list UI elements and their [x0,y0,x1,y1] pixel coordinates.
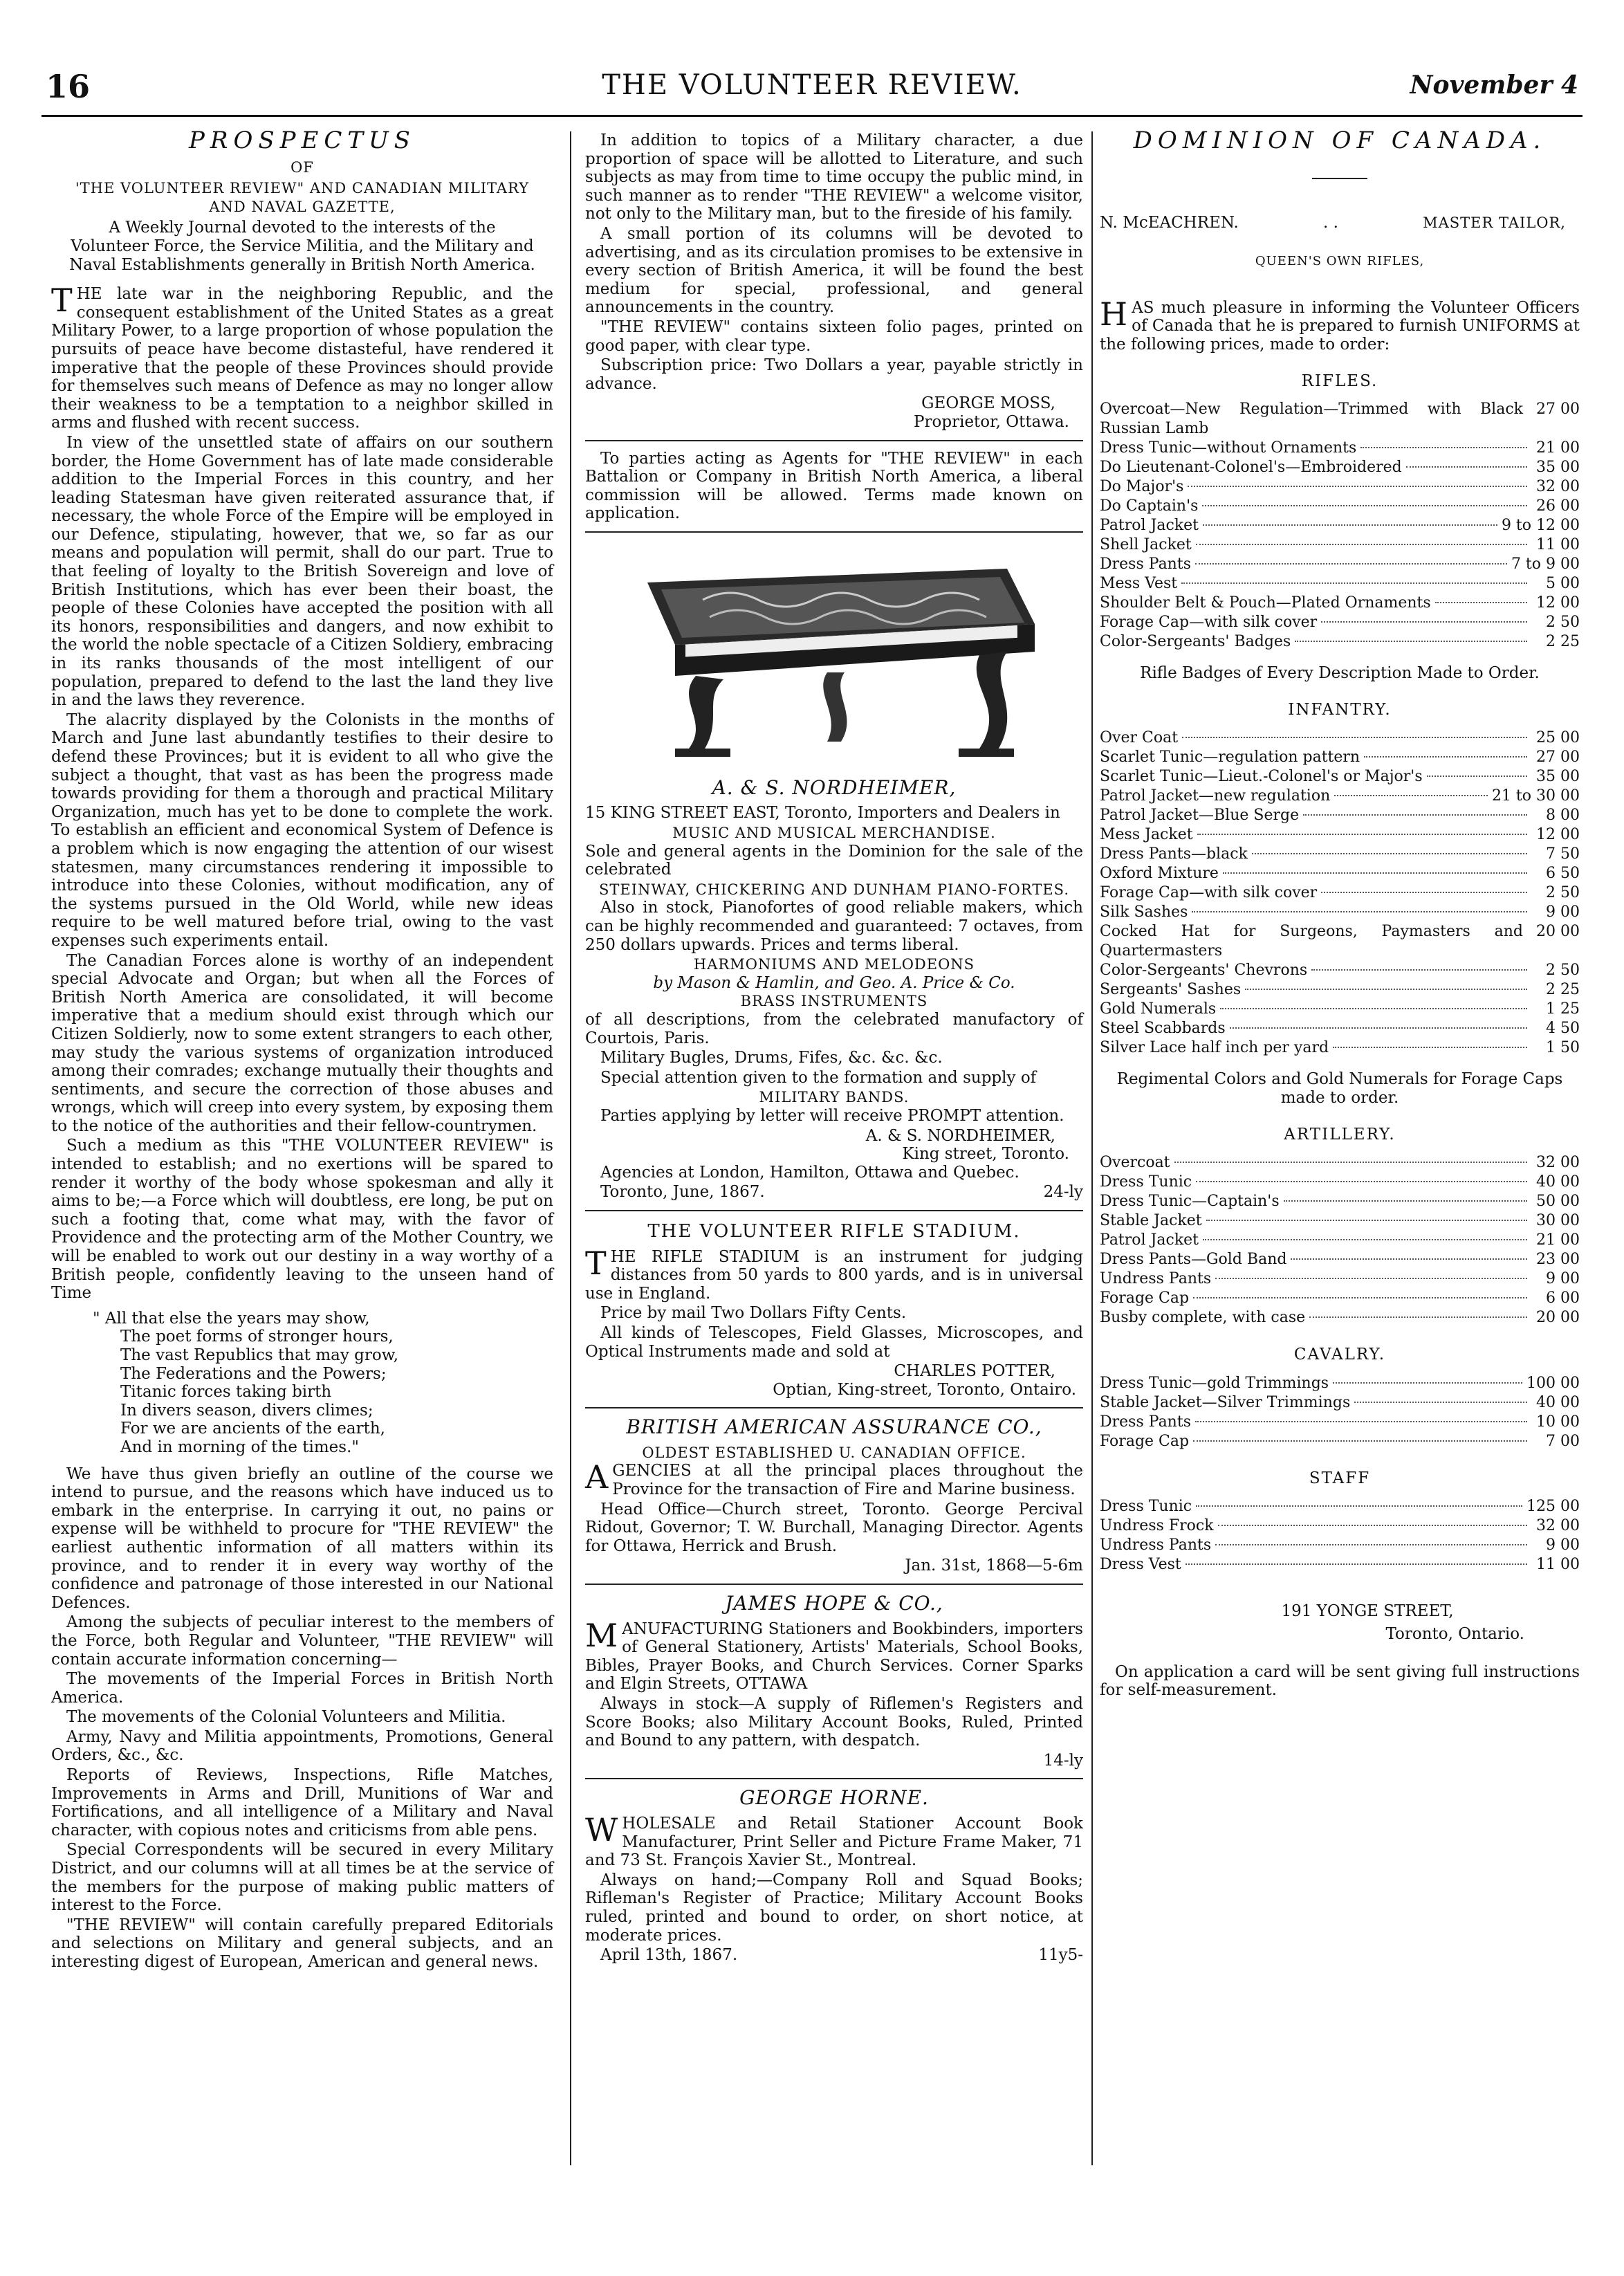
british-subtitle: OLDEST ESTABLISHED U. CANADIAN OFFICE. [642,1444,1026,1461]
leader-dots [1354,1402,1527,1403]
price-row [1100,806,1580,825]
price-item-amount: 10 00 [1536,1413,1580,1431]
leader-dots [1303,814,1527,816]
price-item-amount: 2 50 [1546,614,1580,632]
leader-dots [1196,1181,1527,1182]
price-item-amount: 8 00 [1546,807,1580,825]
prospectus-paragraph: The movements of the Imperial Forces in British North America. [51,1670,553,1707]
nordheimer-sole-agents: Sole and general agents in the Dominion for the sale of the celebrated [585,842,1083,879]
tailor-city: Toronto, Ontario. [1385,1624,1524,1643]
poem-line: The poet forms of stronger hours, [120,1328,394,1346]
price-item-label: Do Captain's [1100,497,1199,515]
section-rule [585,1778,1083,1779]
page-header [41,68,1583,118]
price-item-label: Undress Pants [1100,1270,1212,1288]
price-item-label: Overcoat—New Regulation—Trimmed with Black Russian Lamb [1100,401,1523,438]
price-item-label: Undress Frock [1100,1517,1214,1535]
price-item-label: Dress Tunic—without Ornaments [1100,439,1357,457]
price-row [1100,787,1580,806]
price-row [1100,1393,1580,1413]
leader-dots [1203,524,1497,526]
price-item-label: Dress Pants—black [1100,845,1248,863]
price-row [1100,477,1580,497]
price-item-label: Dress Vest [1100,1556,1181,1574]
nordheimer-brass: BRASS INSTRUMENTS [740,993,928,1010]
poem-line: Titanic forces taking birth [120,1383,332,1402]
price-row [1100,613,1580,632]
hope-title: JAMES HOPE & CO., [725,1592,943,1615]
prospectus-paragraph: The Canadian Forces alone is worthy of an independent special Advocate and Organ; but when all the Forces of British North America are consolidated, it will become imperative that a medium should exist through which our Citizen Soldierly, now to some extent strangers to each other, may study the various systems of organization introduced among their comrades; exchange mutually their thoughts and sentiments, and secure the correction of those abuses and wrongs, which will creep into every system, by exposing them to the notice of the authorities and their fellow-countrymen. [51,951,553,1135]
price-item-label: Oxford Mixture [1100,865,1219,883]
prospectus-paragraph: "THE REVIEW" will contain carefully prepared Editorials and selections on Military and general subjects, and an interesting digest of European, American and general news. [51,1916,553,1971]
price-row [1100,632,1580,652]
price-item-amount: 30 00 [1536,1212,1580,1230]
horne-paragraph: Always on hand;—Company Roll and Squad Books; Rifleman's Register of Practice; Military Account Books ruled, printed and bound to order, on short notice, at moderate prices. [585,1871,1083,1945]
prospectus-paragraph: Special Correspondents will be secured in every Military District, and our columns will at all times be at the service of the members for the purpose of making public matters of interest to the Force. [51,1841,553,1915]
proprietor-role: Proprietor, Ottawa. [914,412,1069,431]
price-row [1100,1173,1580,1192]
prospectus-paragraph: The movements of the Colonial Volunteers and Militia. [66,1708,506,1727]
leader-dots [1311,969,1527,971]
stadium-sig-address: Optian, King-street, Toronto, Ontairo. [773,1380,1076,1399]
dominion-column [1100,127,1580,1701]
price-item-label: Dress Tunic [1100,1498,1192,1516]
dateline-left: April 13th, 1867. [600,1946,738,1965]
header-rule [41,115,1583,117]
price-item-label: Do Major's [1100,478,1184,496]
newspaper-title: THE VOLUNTEER REVIEW. [602,69,1022,101]
stadium-title: THE VOLUNTEER RIFLE STADIUM. [647,1220,1021,1242]
price-section-note: Regimental Colors and Gold Numerals for Forage Caps made to order. [1116,1070,1563,1107]
poem-line: The Federations and the Powers; [120,1364,387,1383]
price-row [1100,1516,1580,1536]
price-item-amount: 12 00 [1536,594,1580,612]
column-divider-1 [570,131,571,2165]
price-row [1100,1555,1580,1575]
leader-dots [1364,756,1527,758]
price-row [1100,864,1580,883]
price-item-amount: 1 50 [1546,1039,1580,1057]
price-item-label: Undress Pants [1100,1536,1212,1554]
price-item-amount: 125 00 [1526,1498,1580,1516]
price-row [1100,1231,1580,1250]
prospectus-paragraph: THE late war in the neighboring Republic, and the consequent establishment of the United States as a great Military Power, to a large proportion of whose population the pursuits of peace have become distasteful, have rendered it imperative that the people of these Provinces should provide for themselves such means of Defence as may no longer allow their weakness to be a temptation to a neighbor skilled in arms and flushed with recent success. [51,282,553,432]
price-item-amount: 20 00 [1536,1309,1580,1327]
price-item-amount: 35 00 [1536,768,1580,786]
price-item-label: Shell Jacket [1100,536,1192,554]
price-item-label: Stable Jacket—Silver Trimmings [1100,1393,1351,1411]
price-item-label: Busby complete, with case [1100,1309,1306,1327]
price-item-label: Scarlet Tunic—Lieut.-Colonel's or Major's [1100,768,1423,786]
price-item-label: Steel Scabbards [1100,1020,1226,1038]
issue-date: November 4 [1410,71,1578,100]
price-row [1100,1308,1580,1328]
agents-notice: To parties acting as Agents for "THE REVIEW" in each Battalion or Company in British North America, a liberal commission will be allowed. Terms made known on application. [585,449,1083,523]
nordheimer-brands: STEINWAY, CHICKERING AND DUNHAM PIANO-FORTES. [599,881,1069,898]
prospectus-paragraph: In view of the unsettled state of affairs on our southern border, the Home Government has of late made considerable addition to the Imperial Forces in this country, and her leading Statesman have given reiterated assurance that, if necessary, the whole Force of the Empire will be employed in our Defence, stipulating, however, that we, so far as our means and population will permit, shall do our part. True to that feeling of loyalty to the British Sovereign and love of British Institutions, which has ever been their boast, the people of these Colonies have accepted the position with all its honors, responsibilities and dangers, and now exhibit to the world the noble spectacle of a Citizen Soldiery, embracing in its ranks thousands of the most intelligent of our population, prepared to defend to the last the land they live in and the laws they reverence. [51,433,553,710]
price-item-amount: 2 25 [1546,633,1580,651]
price-item-amount: 35 00 [1536,459,1580,477]
price-item-amount: 6 50 [1546,865,1580,883]
leader-dots [1195,563,1507,565]
dateline-left: Toronto, June, 1867. [600,1183,765,1202]
hope-dateline [585,1752,1083,1770]
leader-dots [1291,1258,1527,1260]
price-section-title: CAVALRY. [1293,1346,1386,1364]
price-item-label: Do Lieutenant-Colonel's—Embroidered [1100,459,1402,477]
review-paragraph: A small portion of its columns will be devoted to advertising, and as its circulation promises to be extensive in every section of British America, it will be found the best medium for special, professional, and general announcements in the country. [585,224,1083,317]
nordheimer-sig-name: A. & S. NORDHEIMER, [865,1126,1055,1145]
price-row [1100,767,1580,787]
price-item-amount: 26 00 [1536,497,1580,515]
section-rule [1312,178,1367,179]
price-row [1100,439,1580,458]
price-item-label: Patrol Jacket [1100,1231,1199,1249]
price-row [1100,1250,1580,1269]
nordheimer-harmoniums-by: by Mason & Hamlin, and Geo. A. Price & Co. [653,973,1015,992]
price-item-amount: 21 00 [1536,1231,1580,1249]
nordheimer-intro: 15 KING STREET EAST, Toronto, Importers and Dealers in [585,804,1060,823]
price-item-amount: 11 00 [1536,1556,1580,1574]
prospectus-title: 'THE VOLUNTEER REVIEW" AND CANADIAN MILITARY AND NAVAL GAZETTE, [75,180,530,215]
leader-dots [1360,447,1527,448]
price-item-label: Over Coat [1100,729,1179,747]
price-item-amount: 32 00 [1536,1517,1580,1535]
price-row [1100,883,1580,903]
price-item-label: Patrol Jacket—new regulation [1100,787,1331,805]
british-paragraph: AGENCIES at all the principal places throughout the Province for the transaction of Fire and Marine business. [585,1458,1083,1499]
price-row [1100,1413,1580,1432]
price-row [1100,594,1580,613]
leader-dots [1333,1047,1527,1048]
price-item-label: Color-Sergeants' Badges [1100,633,1291,651]
price-row [1100,903,1580,922]
price-item-amount: 27 00 [1536,401,1580,419]
price-item-amount: 12 00 [1536,826,1580,844]
dateline-right: 11y5- [1038,1946,1083,1965]
price-item-amount: 40 00 [1536,1393,1580,1411]
section-rule [585,531,1083,533]
price-item-amount: 7 to 9 00 [1511,556,1580,573]
price-section-title: ARTILLERY. [1284,1125,1396,1144]
price-item-amount: 32 00 [1536,478,1580,496]
hope-paragraph: Always in stock—A supply of Riflemen's Registers and Score Books; also Military Account Books, Ruled, Printed and Bound to any pattern, with despatch. [585,1695,1083,1750]
price-item-label: Shoulder Belt & Pouch—Plated Ornaments [1100,594,1431,612]
nordheimer-merchandise: MUSIC AND MUSICAL MERCHANDISE. [672,825,996,842]
price-row [1100,535,1580,555]
leader-dots [1203,1239,1527,1240]
prospectus-subtitle: A Weekly Journal devoted to the interests of the Volunteer Force, the Service Militia, and the Military and Naval Establishments generally in British North America. [69,219,535,274]
horne-dateline [585,1946,1083,1965]
dominion-heading: DOMINION OF CANADA. [1133,127,1547,154]
prospectus-paragraph: Reports of Reviews, Inspections, Rifle Matches, Improvements in Arms and Drill, Munitions of War and Fortifications, and all intelligence of a Military and Naval character, with copious notes and criticisms from able pens. [51,1766,553,1839]
leader-dots [1196,544,1527,545]
leader-dots [1174,1162,1527,1163]
price-row [1100,1432,1580,1451]
section-rule [585,1407,1083,1408]
price-item-amount: 2 50 [1546,962,1580,980]
price-item-label: Scarlet Tunic—regulation pattern [1100,749,1360,767]
british-paragraph: Head Office—Church street, Toronto. George Percival Ridout, Governor; T. W. Burchall, Managing Director. Agents for Ottawa, Herrick and Brush. [585,1500,1083,1555]
leader-dots [1223,872,1527,874]
proprietor-name: GEORGE MOSS, [921,394,1055,413]
price-item-amount: 9 00 [1546,1270,1580,1288]
prospectus-heading: PROSPECTUS [189,127,416,154]
price-row [1100,1497,1580,1516]
price-section-note: Rifle Badges of Every Description Made to Order. [1140,664,1540,683]
leader-dots [1245,989,1527,990]
leader-dots [1195,1421,1527,1422]
leader-dots [1218,1525,1527,1526]
leader-dots [1230,1027,1527,1029]
leader-dots [1295,641,1527,642]
price-item-amount: 32 00 [1536,1154,1580,1172]
price-item-amount: 23 00 [1536,1251,1580,1269]
page-number: 16 [46,68,91,105]
tailor-footer: On application a card will be sent giving full instructions for self-measurement. [1100,1662,1580,1700]
price-item-amount: 2 50 [1546,884,1580,902]
prospectus-of: OF [290,158,314,176]
price-item-label: Stable Jacket [1100,1212,1202,1230]
price-item-amount: 2 25 [1546,981,1580,999]
poem-line: For we are ancients of the earth, [120,1420,385,1438]
leader-dots [1321,892,1527,893]
tailor-separator: . . [1323,213,1338,232]
horne-title: GEORGE HORNE. [739,1786,929,1810]
price-row [1100,1038,1580,1058]
leader-dots [1193,1297,1527,1298]
tailor-role: MASTER TAILOR, [1423,214,1566,231]
price-item-amount: 9 00 [1546,1536,1580,1554]
poem [93,1310,553,1457]
price-item-label: Forage Cap [1100,1432,1190,1450]
british-dateline [585,1557,1083,1575]
leader-dots [1215,1544,1527,1545]
leader-dots [1181,582,1527,584]
review-paragraph: Subscription price: Two Dollars a year, payable strictly in advance. [585,356,1083,393]
nordheimer-dateline [585,1183,1083,1202]
nordheimer-special: Special attention given to the formation and supply of [600,1068,1037,1087]
price-item-amount: 7 50 [1546,845,1580,863]
price-section-title: INFANTRY. [1288,700,1392,719]
nordheimer-brass-desc: of all descriptions, from the celebrated manufactory of Courtois, Paris. [585,1011,1083,1047]
leader-dots [1193,1440,1527,1442]
tailor-intro: HAS much pleasure in informing the Volunteer Officers of Canada that he is prepared to furnish UNIFORMS at the following prices, made to order: [1100,295,1580,354]
price-item-label: Overcoat [1100,1154,1170,1172]
stadium-sig-name: CHARLES POTTER, [894,1362,1055,1381]
price-item-amount: 9 to 12 00 [1501,517,1580,535]
price-item-amount: 20 00 [1536,923,1580,941]
price-item-amount: 21 to 30 00 [1491,787,1580,805]
price-item-amount: 5 00 [1546,575,1580,593]
price-row [1100,1153,1580,1173]
hope-paragraph: MANUFACTURING Stationers and Bookbinders, importers of General Stationery, Artists' Materials, School Books, Bibles, Prayer Books, and Church Services. Corner Sparks and Elgin Streets, OTTAWA [585,1616,1083,1694]
leader-dots [1435,602,1527,603]
nordheimer-title: A. & S. NORDHEIMER, [712,776,957,799]
price-item-amount: 6 00 [1546,1290,1580,1307]
price-item-label: Dress Pants [1100,1413,1191,1431]
price-item-amount: 4 50 [1546,1020,1580,1038]
price-item-label: Mess Jacket [1100,826,1193,844]
price-row [1100,497,1580,516]
column-divider-2 [1091,131,1093,2165]
stadium-paragraph: All kinds of Telescopes, Field Glasses, Microscopes, and Optical Instruments made and sold at [585,1323,1083,1361]
price-row [1100,1269,1580,1289]
section-rule [585,1584,1083,1585]
price-row [1100,1000,1580,1019]
prospectus-paragraph: We have thus given briefly an outline of the course we intend to pursue, and the reasons which have induced us to embark in the enterprise. In carrying it out, no pains or expense will be withheld to procure for "THE REVIEW" the earliest authentic information of all matters within its province, and to render it in every way worthy of the confidence and patronage of those interested in our National Defences. [51,1465,553,1612]
price-item-label: Forage Cap—with silk cover [1100,884,1318,902]
nordheimer-parties: Parties applying by letter will receive PROMPT attention. [600,1106,1064,1125]
price-section-title: RIFLES. [1301,371,1378,390]
dateline-right: Jan. 31st, 1868—5-6m [905,1557,1083,1575]
price-row [1100,1192,1580,1211]
price-item-amount: 1 25 [1546,1000,1580,1018]
price-row [1100,574,1580,594]
prospectus-column [51,127,553,1973]
price-item-label: Dress Pants [1100,556,1191,573]
price-item-label: Patrol Jacket—Blue Serge [1100,807,1300,825]
price-item-amount: 100 00 [1526,1374,1580,1392]
price-item-label: Mess Vest [1100,575,1178,593]
leader-dots [1406,466,1527,468]
leader-dots [1220,1008,1527,1009]
leader-dots [1196,1505,1522,1507]
price-item-label: Cocked Hat for Surgeons, Paymasters and Quartermasters [1100,923,1523,960]
price-row [1100,728,1580,748]
price-row [1100,1289,1580,1308]
leader-dots [1182,737,1527,738]
price-item-amount: 9 00 [1546,903,1580,921]
price-row [1100,516,1580,535]
tailor-name: N. McEACHREN. [1100,213,1239,232]
leader-dots [1188,486,1527,487]
price-item-label: Sergeants' Sashes [1100,981,1242,999]
nordheimer-agencies: Agencies at London, Hamilton, Ottawa and Quebec. [600,1163,1019,1182]
price-item-label: Dress Tunic—gold Trimmings [1100,1374,1329,1392]
section-rule [585,440,1083,441]
stadium-paragraph: THE RIFLE STADIUM is an instrument for judging distances from 50 yards to 800 yards, and is in universal use in England. [585,1244,1083,1303]
price-item-amount: 25 00 [1536,729,1580,747]
nordheimer-harmoniums: HARMONIUMS AND MELODEONS [693,956,975,973]
price-row [1100,922,1580,961]
leader-dots [1202,505,1527,506]
price-list [1100,372,1580,1575]
price-item-label: Gold Numerals [1100,1000,1217,1018]
horne-paragraph: WHOLESALE and Retail Stationer Account Book Manufacturer, Print Seller and Picture Frame Maker, 71 and 73 St. François Xavier St., Montreal. [585,1810,1083,1870]
prospectus-paragraph: Among the subjects of peculiar interest to the members of the Force, both Regular and Volunteer, "THE REVIEW" will contain accurate information concerning— [51,1613,553,1669]
leader-dots [1206,1220,1527,1221]
dateline-right: 14-ly [1043,1751,1083,1770]
price-row [1100,980,1580,1000]
price-item-label: Dress Tunic [1100,1173,1192,1191]
tailor-address: 191 YONGE STREET, [1281,1602,1454,1621]
price-section-title: STAFF [1309,1469,1371,1487]
nordheimer-bugles: Military Bugles, Drums, Fifes, &c. &c. &c. [600,1049,943,1067]
price-item-amount: 50 00 [1536,1193,1580,1211]
price-row [1100,1536,1580,1555]
price-row [1100,825,1580,845]
price-item-amount: 40 00 [1536,1173,1580,1191]
review-paragraph: In addition to topics of a Military character, a due proportion of space will be allotted to Literature, and such subjects as may from time to time occupy the public mind, in such manner as to render "THE REVIEW" a welcome visitor, not only to the Military man, but to the fireside of his family. [585,131,1083,223]
price-item-amount: 11 00 [1536,536,1580,554]
leader-dots [1427,776,1527,777]
leader-dots [1334,795,1488,796]
review-paragraph: "THE REVIEW" contains sixteen folio pages, printed on good paper, with clear type. [585,318,1083,355]
price-item-label: Dress Pants—Gold Band [1100,1251,1287,1269]
poem-line: And in morning of the times." [120,1438,359,1456]
nordheimer-sig-address: King street, Toronto. [902,1145,1069,1164]
price-item-label: Silk Sashes [1100,903,1188,921]
prospectus-paragraph: Army, Navy and Militia appointments, Promotions, General Orders, &c., &c. [51,1727,553,1765]
leader-dots [1333,1382,1522,1384]
price-item-label: Silver Lace half inch per yard [1100,1039,1329,1057]
leader-dots [1192,911,1527,912]
price-row [1100,961,1580,980]
price-row [1100,1019,1580,1038]
prospectus-paragraph: The alacrity displayed by the Colonists in the months of March and June last abundantly testifies to their desire to defend these Provinces; but it is evident to all who give the subject a thought, that vast as has been the progress made towards providing for them a thorough and practical Military Organization, much has yet to be done to complete the work. To establish an efficient and economical System of Defence is a problem which is now engaging the attention of our wisest statesmen, many circumstances rendering it impossible to introduce into these Colonies, without modification, any of the systems pursued in the Old World, while new ideas require to be well matured before trial, owing to the vast expenses such experiments entail. [51,710,553,950]
poem-line: In divers season, divers climes; [120,1401,373,1420]
leader-dots [1252,853,1527,854]
price-item-label: Dress Tunic—Captain's [1100,1193,1280,1211]
price-row [1100,1374,1580,1393]
piano-illustration-icon [620,541,1049,769]
tailor-line [1100,214,1580,232]
price-row [1100,748,1580,767]
advertisements-column [585,131,1083,1965]
price-item-label: Forage Cap—with silk cover [1100,614,1318,632]
price-row [1100,1211,1580,1231]
price-item-amount: 21 00 [1536,439,1580,457]
price-row [1100,458,1580,477]
nordheimer-stock: Also in stock, Pianofortes of good reliable makers, which can be highly recommended and guaranteed: 7 octaves, from 250 dollars upwards. Prices and terms liberal. [585,899,1083,954]
leader-dots [1309,1316,1527,1318]
leader-dots [1284,1200,1527,1202]
stadium-paragraph: Price by mail Two Dollars Fifty Cents. [600,1304,907,1323]
leader-dots [1321,621,1527,623]
price-row [1100,555,1580,574]
section-rule [585,1210,1083,1211]
leader-dots [1185,1563,1527,1565]
leader-dots [1215,1278,1527,1279]
regiment-name: QUEEN'S OWN RIFLES, [1255,254,1425,269]
dateline-right: 24-ly [1043,1183,1083,1202]
price-item-label: Color-Sergeants' Chevrons [1100,962,1308,980]
poem-line: The vast Republics that may grow, [120,1346,399,1364]
price-item-label: Patrol Jacket [1100,517,1199,535]
poem-line: " All that else the years may show, [93,1309,370,1328]
price-row [1100,400,1580,439]
price-row [1100,845,1580,864]
price-item-amount: 27 00 [1536,749,1580,767]
price-item-label: Forage Cap [1100,1290,1190,1307]
nordheimer-bands: MILITARY BANDS. [759,1089,910,1106]
price-item-amount: 7 00 [1546,1432,1580,1450]
british-title: BRITISH AMERICAN ASSURANCE CO., [626,1415,1042,1439]
prospectus-paragraph: Such a medium as this "THE VOLUNTEER REVIEW" is intended to establish; and no exertions will be spared to render it worthy of the body whose spokesman and ally it aims to be;—a Force which will doubtless, ere long, be put on such a footing that, come what may, with the favor of Providence and the protecting arm of the Mother Country, we will be enabled to work out our destiny in a way worthy of a British people, confidently leaving to the unseen hand of Time [51,1137,553,1303]
leader-dots [1197,834,1527,835]
